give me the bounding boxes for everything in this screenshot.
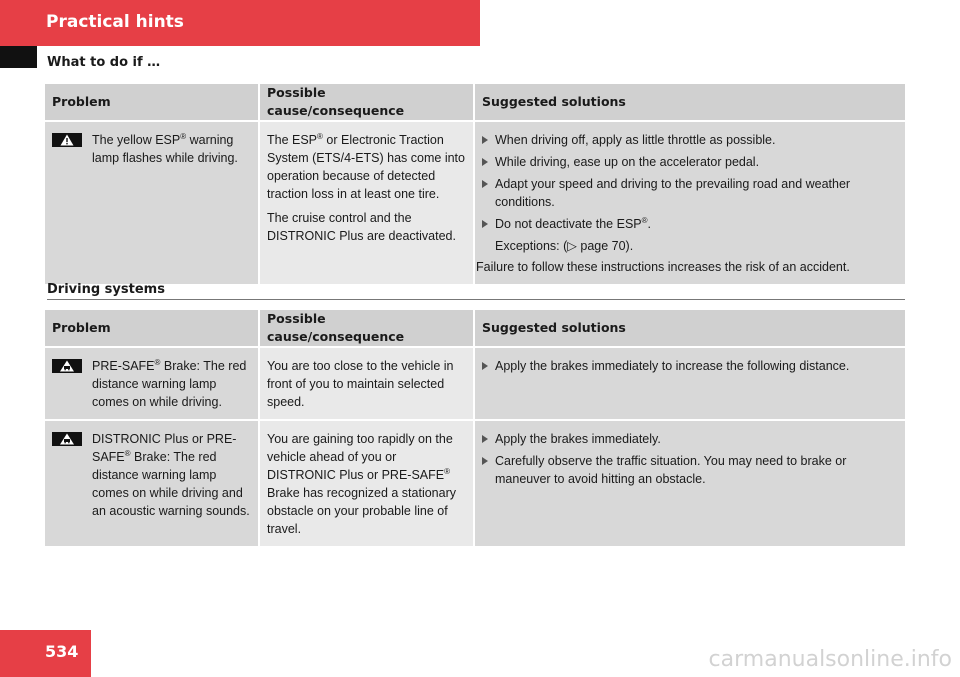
problem-cell — [45, 120, 260, 284]
solution-item: Apply the brakes immediately. — [482, 430, 899, 448]
solution-item: While driving, ease up on the accelerator pedal. — [482, 153, 899, 171]
arrow-right-icon — [482, 136, 488, 144]
cause-cell — [260, 346, 475, 419]
problem-text: The yellow ESP® warning lamp flashes while driving. — [92, 131, 238, 165]
solution-item: Adapt your speed and driving to the prevailing road and weather conditions. — [482, 175, 899, 211]
page-reference: Exceptions: (▷ page 70). — [495, 239, 634, 253]
arrow-right-icon — [482, 220, 488, 228]
cause-text: You are gaining too rapidly on the vehicle ahead of you or DISTRONIC Plus or PRE-SAFE® Brake has recognized a stationary obstacle on your probable line of travel. — [267, 432, 456, 536]
page-subtitle: What to do if … — [47, 55, 161, 70]
problem-text: DISTRONIC Plus or PRE-SAFE® Brake: The red distance warning lamp comes on while driving and an acoustic warning sounds. — [92, 432, 250, 518]
solution-item: Carefully observe the traffic situation. You may need to brake or maneuver to avoid hitting an obstacle. — [482, 452, 899, 488]
arrow-right-icon — [482, 435, 488, 443]
solution-item: When driving off, apply as little throttle as possible. — [482, 131, 899, 149]
watermark: carmanualsonline.info — [708, 647, 952, 672]
solutions-cell — [475, 120, 905, 284]
cause-cell — [260, 419, 475, 546]
arrow-right-icon — [482, 180, 488, 188]
problem-text: PRE-SAFE® Brake: The red distance warning lamp comes on while driving. — [92, 357, 247, 409]
col-header-problem: Problem — [45, 84, 260, 120]
page-number: 534 — [0, 630, 91, 677]
distance-warning-lamp-icon — [52, 359, 82, 373]
section-title: Practical hints — [46, 12, 184, 32]
solutions-cell — [475, 346, 905, 419]
esp-hints-table — [45, 84, 905, 284]
section-marker — [0, 46, 37, 68]
col-header-cause: Possible cause/consequence — [260, 310, 475, 346]
section-tab — [0, 0, 480, 46]
problem-cell — [45, 346, 260, 419]
table-header-row — [45, 310, 905, 346]
cause-text: You are too close to the vehicle in front of you to maintain selected speed. — [267, 359, 454, 409]
col-header-cause: Possible cause/consequence — [260, 84, 475, 120]
solution-item: Apply the brakes immediately to increase the following distance. — [482, 357, 899, 375]
cause-text: The ESP® or Electronic Traction System (ETS/4-ETS) has come into operation because of detected traction loss in at least one tire. — [267, 131, 465, 201]
cause-text: The cruise control and the DISTRONIC Plus are deactivated. — [267, 211, 456, 243]
section-heading: Driving systems — [47, 282, 905, 300]
table-row — [45, 346, 905, 419]
col-header-solutions: Suggested solutions — [475, 310, 905, 346]
col-header-solutions: Suggested solutions — [475, 84, 905, 120]
page-ref-triangle-icon: ▷ — [567, 239, 577, 253]
problem-cell — [45, 419, 260, 546]
arrow-right-icon — [482, 362, 488, 370]
col-header-problem: Problem — [45, 310, 260, 346]
table-row — [45, 419, 905, 546]
arrow-right-icon — [482, 457, 488, 465]
driving-systems-table — [45, 310, 905, 546]
table-header-row — [45, 84, 905, 120]
distance-warning-lamp-icon — [52, 432, 82, 446]
arrow-right-icon — [482, 158, 488, 166]
table-row — [45, 120, 905, 284]
accident-risk-note: Failure to follow these instructions increases the risk of an accident. — [476, 260, 850, 274]
solution-item: Do not deactivate the ESP®. — [482, 215, 899, 233]
solutions-cell — [475, 419, 905, 546]
esp-warning-lamp-icon — [52, 133, 82, 147]
cause-cell — [260, 120, 475, 284]
